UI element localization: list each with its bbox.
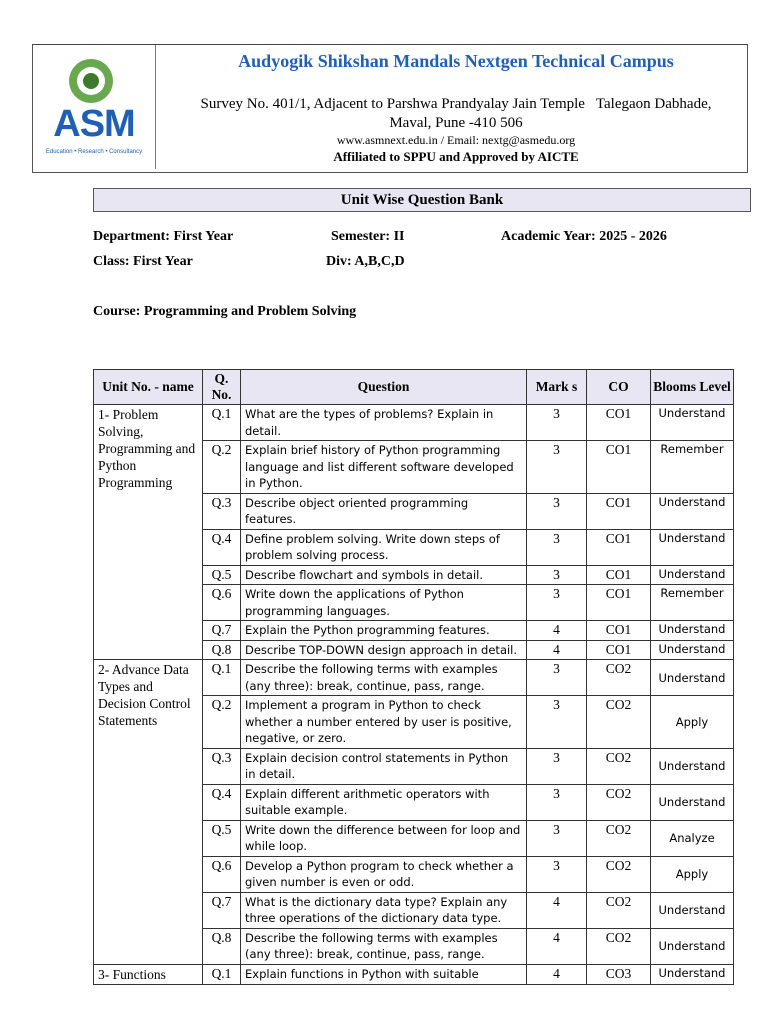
question-number: Q.2	[203, 696, 241, 749]
address-line-1: Survey No. 401/1, Adjacent to Parshwa Prandyalay Jain Temple Talegaon Dabhade,	[200, 96, 712, 112]
course-outcome: CO2	[587, 784, 651, 820]
table-row	[94, 405, 734, 441]
table-row	[94, 964, 734, 984]
question-number: Q.4	[203, 784, 241, 820]
web-email: www.asmnext.edu.in / Email: nextg@asmedu.org	[336, 133, 576, 147]
question-number: Q.7	[203, 621, 241, 641]
question-text: What are the types of problems? Explain in detail.	[241, 405, 527, 441]
course: Course: Programming and Problem Solving	[93, 304, 357, 319]
marks: 3	[527, 696, 587, 749]
logo-tagline: Education • Research • Consultancy	[45, 149, 143, 155]
blooms-level: Understand	[651, 748, 734, 784]
academic-year: Academic Year: 2025 - 2026	[501, 229, 667, 244]
address-line-2: Maval, Pune -410 506	[389, 115, 523, 131]
question-number: Q.2	[203, 441, 241, 494]
blooms-level: Remember	[651, 585, 734, 621]
marks: 3	[527, 660, 587, 696]
question-number: Q.3	[203, 493, 241, 529]
unit-name: 1- Problem Solving, Programming and Python Programming	[94, 405, 203, 660]
question-text: Explain different arithmetic operators with suitable example.	[241, 784, 527, 820]
course-outcome: CO1	[587, 640, 651, 660]
blooms-level: Understand	[651, 493, 734, 529]
course-outcome: CO1	[587, 621, 651, 641]
class: Class: First Year	[93, 254, 193, 269]
header-unit: Unit No. - name	[94, 370, 203, 405]
question-text: Define problem solving. Write down steps of problem solving process.	[241, 529, 527, 565]
affiliation: Affiliated to SPPU and Approved by AICTE	[333, 149, 579, 164]
question-text: Explain functions in Python with suitable	[241, 964, 527, 984]
question-number: Q.5	[203, 565, 241, 585]
marks: 4	[527, 640, 587, 660]
course-outcome: CO2	[587, 660, 651, 696]
letterhead	[32, 45, 748, 173]
course-outcome: CO3	[587, 964, 651, 984]
question-number: Q.4	[203, 529, 241, 565]
question-number: Q.3	[203, 748, 241, 784]
course-outcome: CO1	[587, 493, 651, 529]
header-question: Question	[241, 370, 527, 405]
institute-logo	[33, 45, 156, 169]
blooms-level: Apply	[651, 856, 734, 892]
table-header-row	[94, 370, 734, 405]
division: Div: A,B,C,D	[326, 254, 405, 269]
question-text: What is the dictionary data type? Explain any three operations of the dictionary data type.	[241, 892, 527, 928]
course-outcome: CO2	[587, 892, 651, 928]
question-number: Q.1	[203, 660, 241, 696]
marks: 3	[527, 565, 587, 585]
header-marks: Mark s	[527, 370, 587, 405]
blooms-level: Understand	[651, 784, 734, 820]
course-outcome: CO1	[587, 529, 651, 565]
marks: 4	[527, 892, 587, 928]
table-row	[94, 660, 734, 696]
course-outcome: CO1	[587, 565, 651, 585]
question-text: Describe flowchart and symbols in detail.	[241, 565, 527, 585]
blooms-level: Understand	[651, 621, 734, 641]
question-text: Describe TOP-DOWN design approach in detail.	[241, 640, 527, 660]
marks: 4	[527, 621, 587, 641]
blooms-level: Understand	[651, 660, 734, 696]
semester: Semester: II	[331, 229, 405, 244]
question-text: Write down the difference between for loop and while loop.	[241, 820, 527, 856]
marks: 4	[527, 964, 587, 984]
document-title: Unit Wise Question Bank	[93, 188, 751, 212]
blooms-level: Understand	[651, 892, 734, 928]
marks: 3	[527, 493, 587, 529]
course-outcome: CO1	[587, 585, 651, 621]
question-text: Develop a Python program to check whether a given number is even or odd.	[241, 856, 527, 892]
question-number: Q.8	[203, 640, 241, 660]
address	[163, 95, 749, 133]
question-text: Describe object oriented programming features.	[241, 493, 527, 529]
marks: 3	[527, 784, 587, 820]
question-number: Q.7	[203, 892, 241, 928]
course-outcome: CO2	[587, 748, 651, 784]
blooms-level: Understand	[651, 405, 734, 441]
question-number: Q.6	[203, 856, 241, 892]
question-number: Q.1	[203, 964, 241, 984]
marks: 3	[527, 748, 587, 784]
question-text: Explain brief history of Python programming language and list different software developed in Python.	[241, 441, 527, 494]
question-number: Q.5	[203, 820, 241, 856]
question-text: Describe the following terms with examples (any three): break, continue, pass, range.	[241, 928, 527, 964]
question-number: Q.8	[203, 928, 241, 964]
blooms-level: Understand	[651, 640, 734, 660]
question-bank-table	[93, 369, 734, 985]
question-text: Explain decision control statements in Python in detail.	[241, 748, 527, 784]
logo-emblem-icon	[69, 59, 113, 103]
marks: 3	[527, 585, 587, 621]
course-outcome: CO2	[587, 928, 651, 964]
course-outcome: CO2	[587, 696, 651, 749]
marks: 3	[527, 856, 587, 892]
header-qno: Q. No.	[203, 370, 241, 405]
course-outcome: CO1	[587, 441, 651, 494]
college-name: Audyogik Shikshan Mandals Nextgen Technical Campus	[238, 51, 674, 71]
logo-text: ASM	[53, 103, 135, 145]
unit-name: 3- Functions	[94, 964, 203, 984]
marks: 3	[527, 405, 587, 441]
course-outcome: CO2	[587, 820, 651, 856]
marks: 4	[527, 928, 587, 964]
course-outcome: CO1	[587, 405, 651, 441]
blooms-level: Understand	[651, 565, 734, 585]
question-text: Write down the applications of Python programming languages.	[241, 585, 527, 621]
blooms-level: Understand	[651, 529, 734, 565]
blooms-level: Apply	[651, 696, 734, 749]
question-text: Implement a program in Python to check whether a number entered by user is positive, negative, or zero.	[241, 696, 527, 749]
blooms-level: Understand	[651, 964, 734, 984]
course-outcome: CO2	[587, 856, 651, 892]
unit-name: 2- Advance Data Types and Decision Control Statements	[94, 660, 203, 965]
question-number: Q.6	[203, 585, 241, 621]
blooms-level: Remember	[651, 441, 734, 494]
question-number: Q.1	[203, 405, 241, 441]
blooms-level: Analyze	[651, 820, 734, 856]
blooms-level: Understand	[651, 928, 734, 964]
marks: 3	[527, 529, 587, 565]
question-text: Explain the Python programming features.	[241, 621, 527, 641]
header-blooms: Blooms Level	[651, 370, 734, 405]
department: Department: First Year	[93, 229, 234, 244]
marks: 3	[527, 820, 587, 856]
question-text: Describe the following terms with examples (any three): break, continue, pass, range.	[241, 660, 527, 696]
header-co: CO	[587, 370, 651, 405]
marks: 3	[527, 441, 587, 494]
